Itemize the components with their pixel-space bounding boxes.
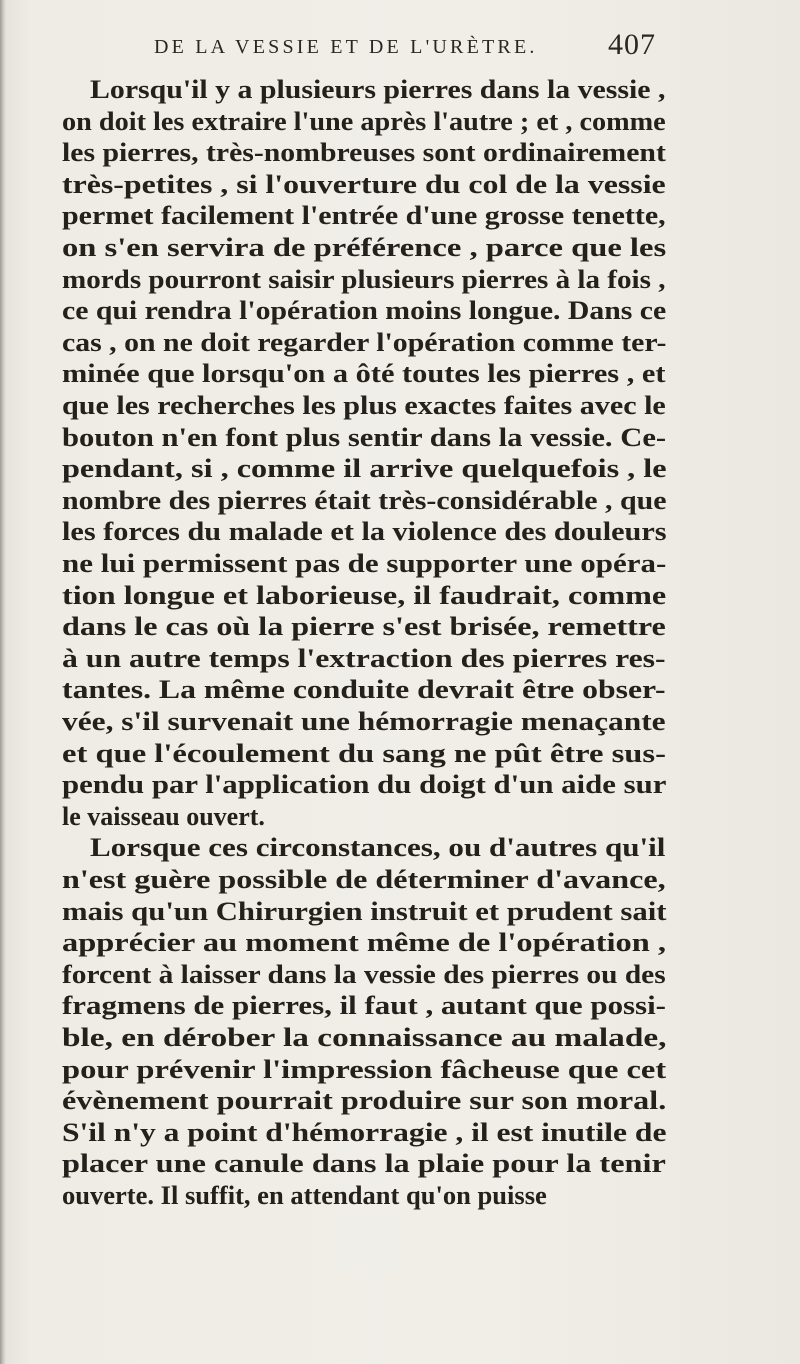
text-line: apprécier au moment même de l'opération , — [62, 928, 667, 958]
text-line: fragmens de pierres, il faut , autant que possi- — [62, 991, 666, 1021]
text-line: mais qu'un Chirurgien instruit et prudent sait — [62, 896, 667, 926]
text-line: ble, en dérober la connaissance au malade, — [62, 1023, 667, 1052]
text-line: les forces du malade et la violence des douleurs — [62, 517, 667, 547]
text-line: tantes. La même conduite devrait être obser- — [62, 675, 666, 705]
text-line: permet facilement l'entrée d'une grosse tenette, — [62, 201, 666, 231]
text-line: que les recherches les plus exactes faites avec le — [62, 391, 666, 420]
text-line: mords pourront saisir plusieurs pierres à la fois , — [62, 264, 666, 294]
text-line: on s'en servira de préférence , parce que les — [62, 233, 667, 262]
text-line: Lorsqu'il y a plusieurs pierres dans la vessie , — [90, 75, 666, 104]
running-title: DE LA VESSIE ET DE L'URÈTRE. — [154, 36, 538, 58]
text-line: pour prévenir l'impression fâcheuse que cet — [62, 1054, 667, 1084]
text-line: pendant, si , comme il arrive quelquefois , le — [62, 454, 667, 484]
text-line: forcent à laisser dans la vessie des pierres ou des — [62, 959, 666, 989]
text-line: évènement pourrait produire sur son moral. — [62, 1086, 667, 1116]
text-line: on doit les extraire l'une après l'autre ; et , comme — [62, 106, 666, 136]
page-number: 407 — [608, 28, 656, 61]
text-line: n'est guère possible de déterminer d'avance, — [62, 865, 666, 894]
text-line: à un autre temps l'extraction des pierres res- — [62, 643, 666, 673]
text-line: et que l'écoulement du sang ne pût être sus- — [62, 738, 666, 768]
text-line: Lorsque ces circonstances, ou d'autres qu'il — [90, 833, 666, 863]
running-head — [154, 28, 694, 64]
text-line: les pierres, très-nombreuses sont ordinairement — [62, 138, 666, 168]
text-line: minée que lorsqu'on a ôté toutes les pierres , et — [62, 359, 666, 389]
text-line: le vaisseau ouvert. — [62, 801, 265, 831]
text-line: ce qui rendra l'opération moins longue. Dans ce — [62, 296, 667, 326]
text-line: ne lui permissent pas de supporter une opéra- — [62, 549, 667, 578]
text-line: nombre des pierres était très-considérable , que — [62, 485, 667, 515]
text-line: placer une canule dans la plaie pour la tenir — [62, 1149, 666, 1179]
text-line: bouton n'en font plus sentir dans la vessie. Ce- — [62, 422, 667, 452]
text-line: S'il n'y a point d'hémorragie , il est inutile de — [62, 1117, 667, 1147]
page-binding-edge — [0, 0, 6, 1364]
text-line: pendu par l'application du doigt d'un aide sur — [62, 770, 667, 800]
text-line: cas , on ne doit regarder l'opération comme ter- — [62, 327, 667, 357]
text-line: vée, s'il survenait une hémorragie menaçante — [62, 707, 666, 736]
text-line: très-petites , si l'ouverture du col de la vessie — [62, 169, 666, 199]
text-line: tion longue et laborieuse, il faudrait, comme — [62, 580, 667, 610]
text-line: ouverte. Il suffit, en attendant qu'on puisse — [62, 1181, 547, 1210]
text-line: dans le cas où la pierre s'est brisée, remettre — [62, 612, 666, 642]
